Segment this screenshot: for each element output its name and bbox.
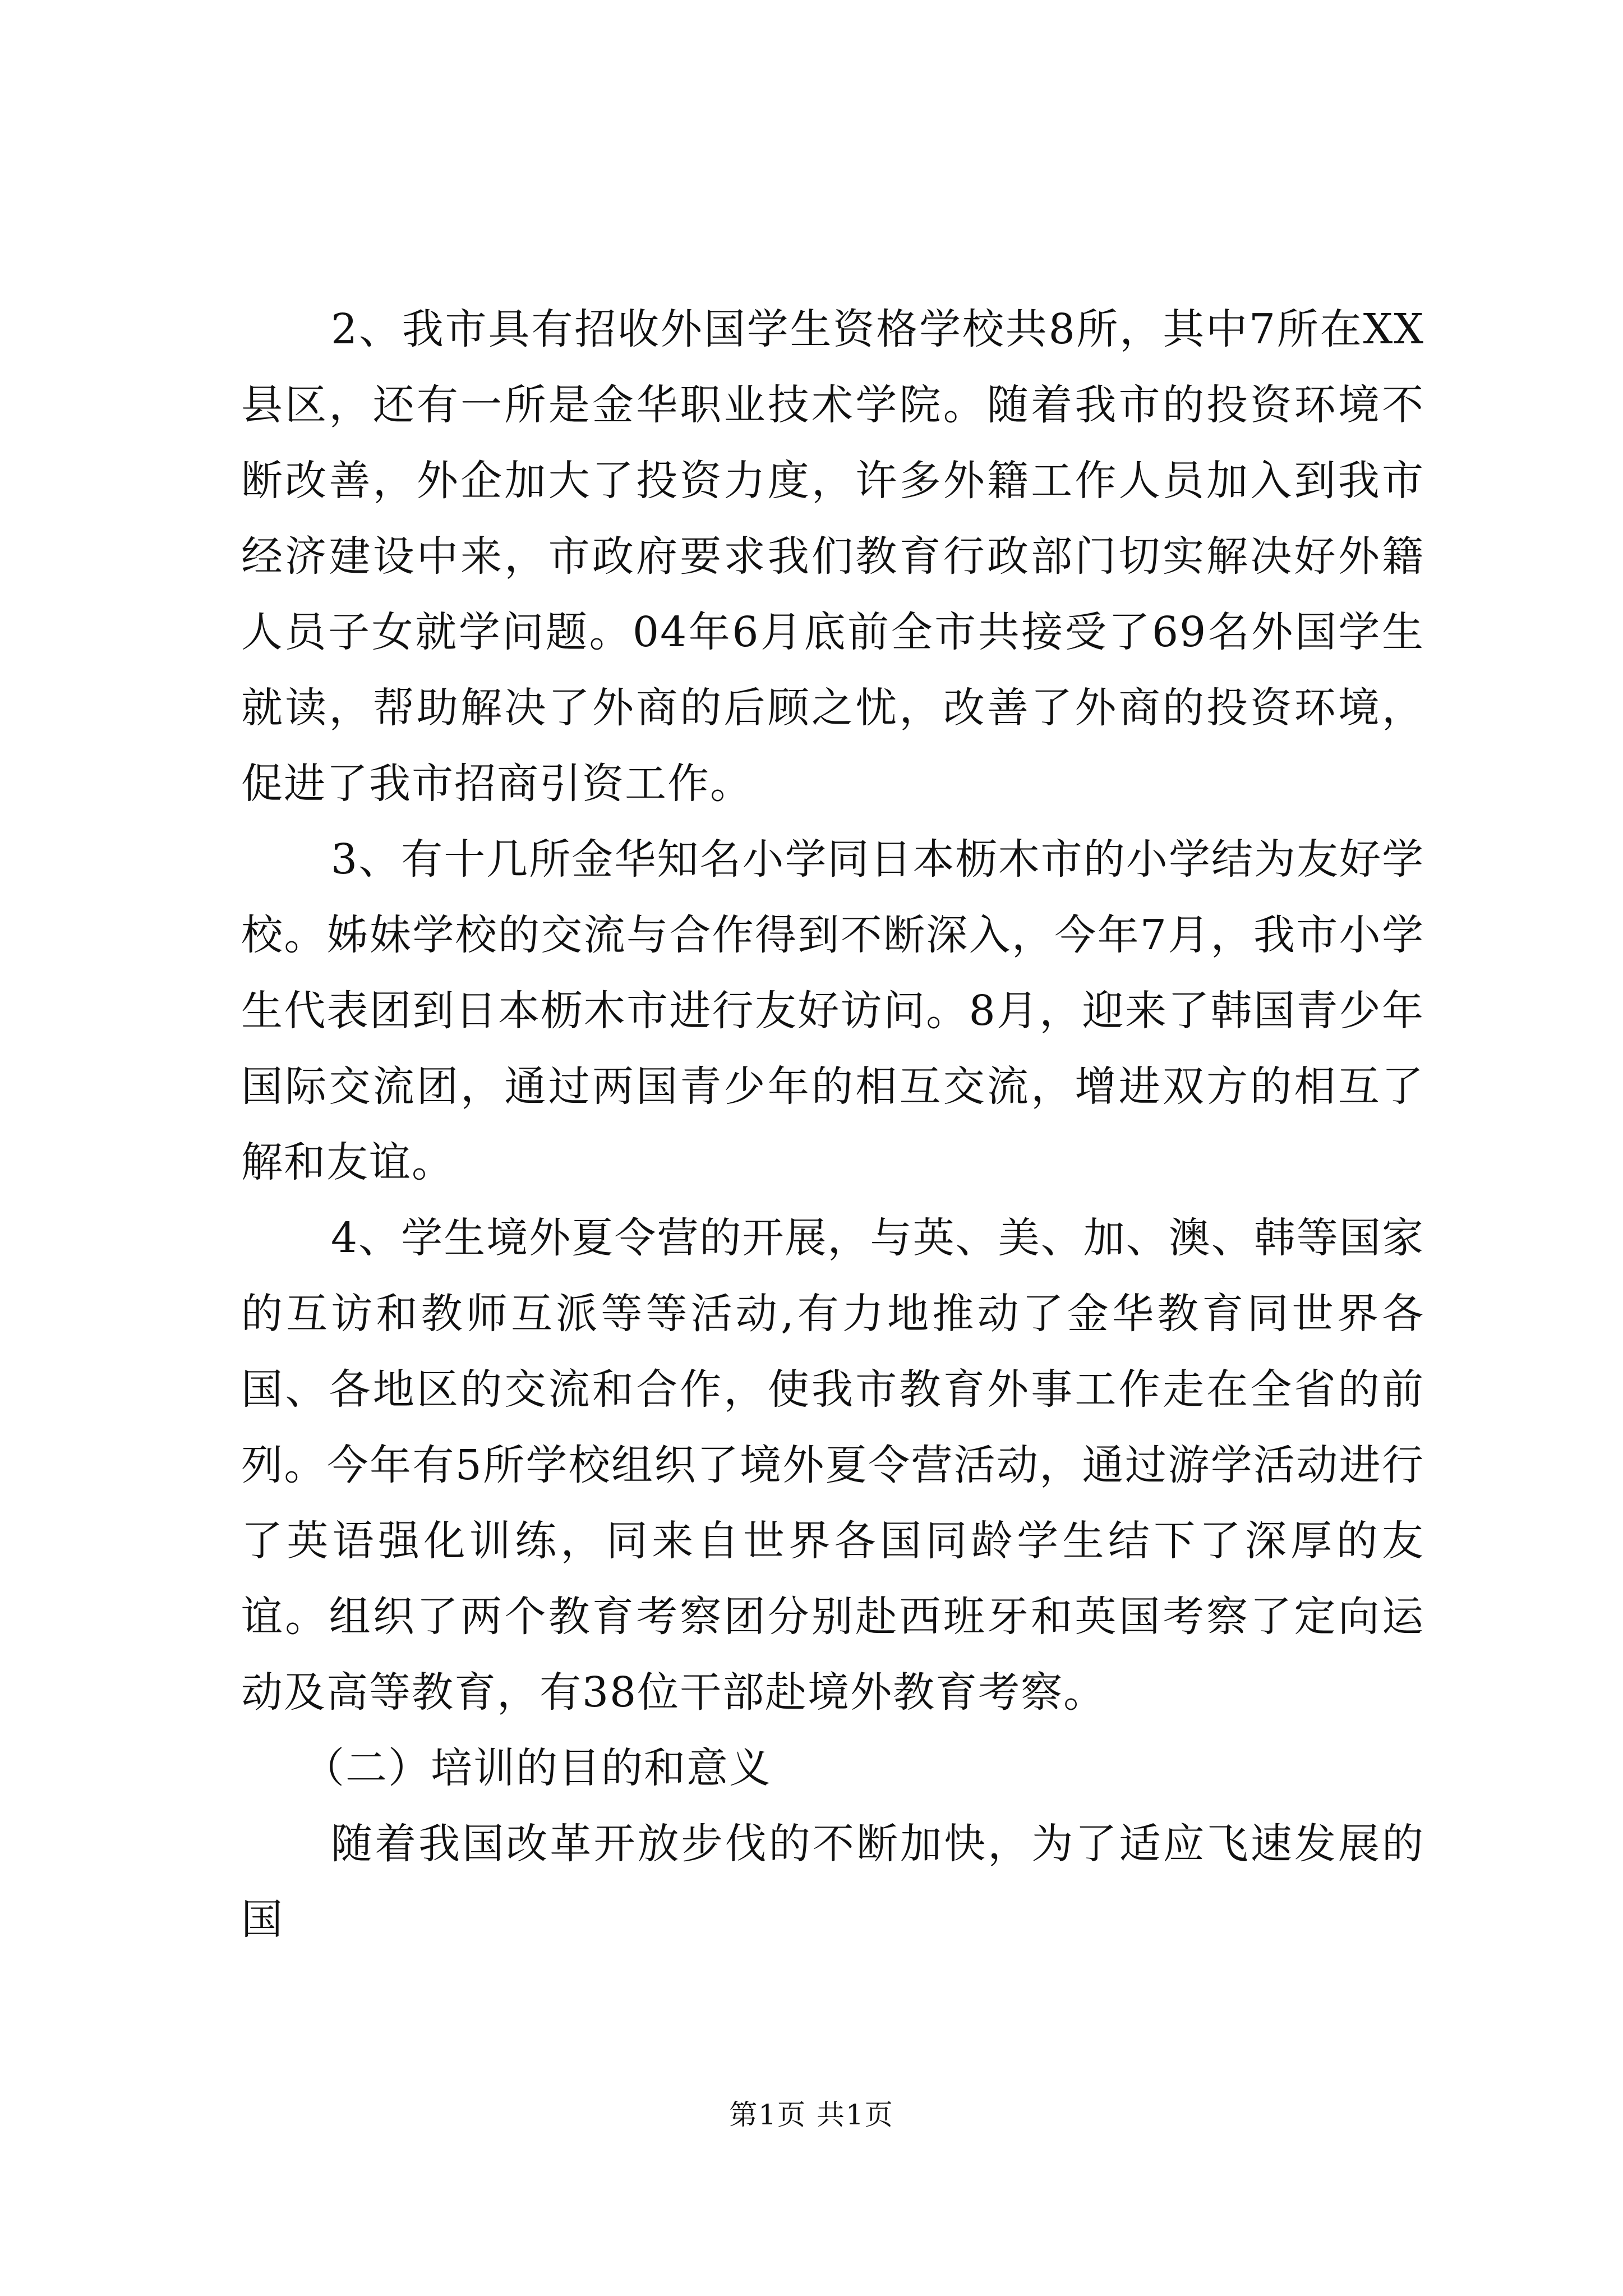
paragraph-item-3: 3、有十几所金华知名小学同日本枥木市的小学结为友好学校。姊妹学校的交流与合作得到不断深入，今年7月，我市小学生代表团到日本枥木市进行友好访问。8月，迎来了韩国青少年国际交流团，通过两国青少年的相互交流，增进双方的相互了解和友谊。 [241,835,1424,1186]
paragraph-item-2: 2、我市具有招收外国学生资格学校共8所，其中7所在XX县区，还有一所是金华职业技术学院。随着我市的投资环境不断改善，外企加大了投资力度，许多外籍工作人员加入到我市经济建设中来，市政府要求我们教育行政部门切实解决好外籍人员子女就学问题。04年6月底前全市共接受了69名外国学生就读，帮助解决了外商的后顾之忧，改善了外商的投资环境，促进了我市招商引资工作。 [241,305,1424,808]
paragraph-continuation: 随着我国改革开放步伐的不断加快，为了适应飞速发展的国 [241,1820,1424,1944]
page-footer [0,2095,1623,2134]
page-number-label: 第1页 共1页 [729,2099,894,2131]
section-heading: （二）培训的目的和意义 [303,1744,772,1792]
document-body [241,292,1424,1958]
paragraph-item-4: 4、学生境外夏令营的开展，与英、美、加、澳、韩等国家的互访和教师互派等等活动,有力地推动了金华教育同世界各国、各地区的交流和合作，使我市教育外事工作走在全省的前列。今年有5所学校组织了境外夏令营活动，通过游学活动进行了英语强化训练，同来自世界各国同龄学生结下了深厚的友谊。组织了两个教育考察团分别赴西班牙和英国考察了定向运动及高等教育，有38位干部赴境外教育考察。 [241,1214,1424,1717]
